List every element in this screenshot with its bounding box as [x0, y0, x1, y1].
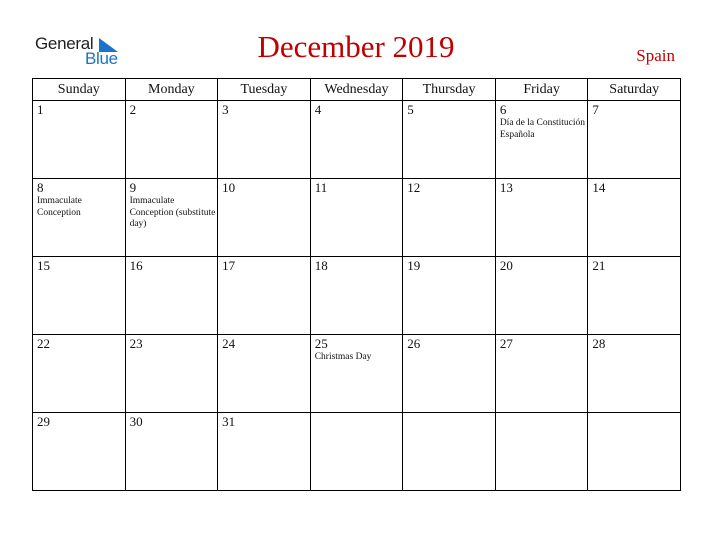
week-row: [33, 101, 681, 179]
day-cell: [218, 335, 311, 413]
day-number: 14: [592, 180, 606, 195]
holiday-label: [588, 195, 680, 196]
holiday-label: [33, 351, 125, 352]
holiday-label: [126, 117, 218, 118]
day-cell: [125, 413, 218, 491]
day-cell: [310, 413, 403, 491]
day-cell: [588, 179, 681, 257]
holiday-label: [33, 273, 125, 274]
holiday-label: [126, 273, 218, 274]
day-cell: [310, 257, 403, 335]
day-cell: [125, 257, 218, 335]
day-number: 1: [37, 102, 44, 117]
day-cell: [403, 257, 496, 335]
day-number: 16: [129, 258, 143, 273]
day-number: 18: [314, 258, 328, 273]
day-cell: [125, 179, 218, 257]
holiday-label: [588, 117, 680, 118]
holiday-label: Immaculate Conception: [37, 196, 82, 218]
day-cell: [125, 335, 218, 413]
day-cell: [588, 413, 681, 491]
day-cell: [33, 101, 126, 179]
day-number: 4: [314, 102, 322, 117]
day-cell: [310, 179, 403, 257]
page-title: December 2019: [257, 29, 455, 64]
holiday-label: [403, 195, 495, 196]
day-cell: [218, 413, 311, 491]
day-number: 28: [592, 336, 606, 351]
weekday-header: Sunday: [33, 79, 126, 101]
holiday-label: [403, 415, 495, 416]
holiday-label: Immaculate Conception (substitute day): [129, 196, 216, 229]
day-number: 17: [222, 258, 236, 273]
day-cell: [403, 179, 496, 257]
holiday-label: Christmas Day: [314, 352, 372, 362]
holiday-label: [218, 273, 310, 274]
calendar-grid: [32, 78, 681, 491]
holiday-label: [218, 195, 310, 196]
week-row: [33, 335, 681, 413]
day-cell: [588, 101, 681, 179]
weekday-header: Tuesday: [218, 79, 311, 101]
day-cell: [33, 257, 126, 335]
weekday-header: Saturday: [588, 79, 681, 101]
weekday-header-row: [33, 79, 681, 101]
week-row: [33, 179, 681, 257]
day-cell: [33, 179, 126, 257]
holiday-label: [403, 117, 495, 118]
day-number: 10: [222, 180, 236, 195]
day-number: 23: [129, 336, 143, 351]
holiday-label: [126, 429, 218, 430]
day-cell: [310, 101, 403, 179]
holiday-label: [218, 429, 310, 430]
week-row: [33, 257, 681, 335]
day-cell: [588, 257, 681, 335]
day-cell: [310, 335, 403, 413]
day-cell: [495, 335, 588, 413]
holiday-label: [403, 273, 495, 274]
country-label: Spain: [636, 46, 675, 65]
day-cell: [495, 179, 588, 257]
day-number: 22: [37, 336, 50, 351]
day-number: 6: [499, 102, 507, 117]
holiday-label: [403, 351, 495, 352]
holiday-label: [126, 351, 218, 352]
day-number: 12: [407, 180, 421, 195]
weekday-header: Wednesday: [310, 79, 403, 101]
holiday-label: [311, 195, 403, 196]
day-number: 19: [407, 258, 421, 273]
day-number: 24: [222, 336, 236, 351]
holiday-label: [311, 117, 403, 118]
holiday-label: [311, 273, 403, 274]
holiday-label: [33, 429, 125, 430]
day-number: 27: [499, 336, 513, 351]
holiday-label: [33, 117, 125, 118]
day-cell: [33, 335, 126, 413]
day-number: 20: [499, 258, 513, 273]
day-number: 26: [407, 336, 421, 351]
day-number: 13: [499, 180, 513, 195]
weekday-header: Friday: [495, 79, 588, 101]
day-cell: [218, 101, 311, 179]
holiday-label: [496, 273, 588, 274]
day-cell: [403, 101, 496, 179]
holiday-label: Día de la Constitución Española: [499, 118, 586, 140]
day-number: 31: [222, 414, 236, 429]
logo-general-text: General: [35, 34, 94, 53]
day-number: 21: [592, 258, 606, 273]
day-cell: [218, 257, 311, 335]
day-number: 3: [222, 102, 229, 117]
holiday-label: [496, 415, 588, 416]
day-cell: [125, 101, 218, 179]
day-number: 5: [407, 102, 414, 117]
holiday-label: [311, 415, 403, 416]
day-cell: [495, 257, 588, 335]
day-cell: [588, 335, 681, 413]
day-number: 30: [129, 414, 143, 429]
day-cell: [495, 101, 588, 179]
day-cell: [403, 335, 496, 413]
day-number: 25: [314, 336, 328, 351]
day-number: 2: [129, 102, 137, 117]
holiday-label: [588, 415, 680, 416]
day-number: 9: [129, 180, 137, 195]
holiday-label: [496, 351, 588, 352]
week-row: [33, 413, 681, 491]
day-number: 29: [37, 414, 50, 429]
day-number: 15: [37, 258, 50, 273]
day-number: 7: [592, 102, 599, 117]
day-cell: [495, 413, 588, 491]
day-number: 11: [314, 180, 328, 195]
holiday-label: [218, 117, 310, 118]
holiday-label: [496, 195, 588, 196]
holiday-label: [588, 273, 680, 274]
day-cell: [403, 413, 496, 491]
logo-blue-text: Blue: [85, 49, 118, 68]
weekday-header: Thursday: [403, 79, 496, 101]
weekday-header: Monday: [125, 79, 218, 101]
holiday-label: [588, 351, 680, 352]
holiday-label: [218, 351, 310, 352]
day-cell: [218, 179, 311, 257]
day-number: 8: [37, 180, 44, 195]
day-cell: [33, 413, 126, 491]
